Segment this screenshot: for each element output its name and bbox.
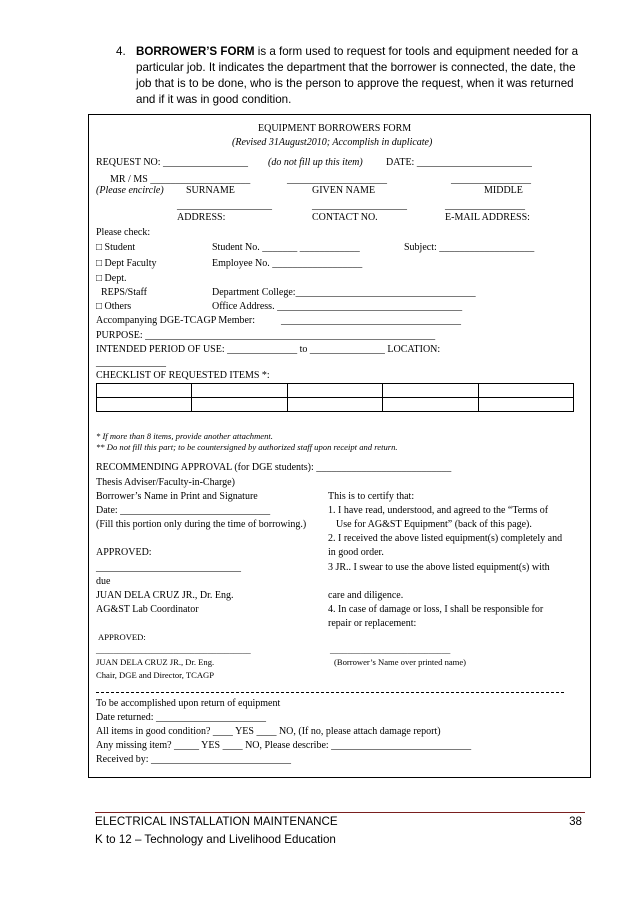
please-check-label: Please check:: [96, 227, 151, 238]
due-label: due: [96, 576, 111, 587]
footer-program: K to 12 – Technology and Livelihood Education: [95, 833, 336, 846]
table-cell[interactable]: [97, 398, 192, 412]
cert-2a: 2. I received the above listed equipment(s) completely and: [328, 533, 563, 544]
table-cell[interactable]: [383, 398, 478, 412]
thesis-adviser-label: Thesis Adviser/Faculty-in-Charge): [96, 477, 235, 488]
cert-1a: 1. I have read, understood, and agreed to the “Terms of: [328, 505, 549, 516]
signer-name: JUAN DELA CRUZ JR., Dr. Eng.: [96, 590, 234, 601]
table-cell[interactable]: [97, 384, 192, 398]
subject-field[interactable]: Subject: ___________________: [404, 242, 535, 253]
good-condition-field[interactable]: All items in good condition? ____ YES ____ NO, (If no, please attach damage report): [96, 726, 441, 737]
borrowers-name-label: Borrower’s Name in Print and Signature: [96, 491, 258, 502]
table-cell[interactable]: [478, 384, 573, 398]
email-field[interactable]: ________________: [445, 200, 525, 211]
option-dept[interactable]: □ Dept.: [96, 273, 127, 284]
table-cell[interactable]: [287, 398, 382, 412]
cert-1b: Use for AG&ST Equipment” (back of this page).: [336, 519, 532, 530]
cut-line-divider: [96, 692, 564, 693]
footer-course-title: ELECTRICAL INSTALLATION MAINTENANCE: [95, 815, 338, 828]
intro-text: is a form used to request for tools and equipment needed for a particular job. It indicates the department that the borrower is connected, the date, the job that is to be done, who is the person to approve the request, when it was returned and if it was in good condition.: [136, 45, 579, 106]
intro-title: BORROWER’S FORM: [136, 45, 255, 58]
missing-item-field[interactable]: Any missing item? _____ YES ____ NO, Please describe: ____________________________: [96, 740, 472, 751]
return-heading: To be accomplished upon return of equipment: [96, 698, 281, 709]
given-name-label: GIVEN NAME: [312, 185, 376, 196]
fill-portion-note: (Fill this portion only during the time of borrowing.): [96, 519, 307, 530]
form-subtitle: (Revised 31August2010; Accomplish in duplicate): [232, 137, 433, 148]
date-borrowed-field[interactable]: Date: ______________________________: [96, 505, 271, 516]
table-cell[interactable]: [383, 384, 478, 398]
request-no-field[interactable]: REQUEST NO: _________________: [96, 157, 249, 168]
signer2-title: Chair, DGE and Director, TCAGP: [96, 670, 215, 680]
note-more-items: * If more than 8 items, provide another attachment.: [96, 431, 273, 441]
table-row: [97, 398, 574, 412]
borrower-signature-line[interactable]: ____________________________: [330, 645, 451, 655]
cert-3b: care and diligence.: [328, 590, 404, 601]
approved-label: APPROVED:: [96, 547, 152, 558]
name-given-field[interactable]: ____________________: [287, 174, 387, 185]
accompanying-field[interactable]: ____________________________________: [281, 315, 461, 326]
option-student[interactable]: □ Student: [96, 242, 136, 253]
contact-field[interactable]: ___________________: [312, 200, 407, 211]
borrower-over-label: (Borrower’s Name over printed name): [334, 657, 467, 667]
checklist-table: [96, 383, 574, 412]
name-surname-field[interactable]: MR / MS ____________________: [110, 174, 251, 185]
signer2-name: JUAN DELA CRUZ JR., Dr. Eng.: [96, 657, 215, 667]
page-footer: [95, 812, 585, 846]
cert-4b: repair or replacement:: [328, 618, 417, 629]
table-cell[interactable]: [192, 384, 287, 398]
employee-no-field[interactable]: Employee No. __________________: [212, 258, 363, 269]
recommending-approval-field[interactable]: RECOMMENDING APPROVAL (for DGE students): ___________________________: [96, 462, 452, 473]
table-cell[interactable]: [192, 398, 287, 412]
contact-label: CONTACT NO.: [312, 212, 378, 223]
table-cell[interactable]: [478, 398, 573, 412]
cert-2b: in good order.: [328, 547, 384, 558]
address-field[interactable]: ___________________: [177, 200, 272, 211]
table-row: [97, 384, 574, 398]
request-no-note: (do not fill up this item): [268, 157, 363, 168]
page-number: 38: [569, 815, 582, 828]
middle-label: MIDDLE: [484, 185, 523, 196]
reps-staff-label: REPS/Staff: [101, 287, 147, 298]
cert-4a: 4. In case of damage or loss, I shall be responsible for: [328, 604, 544, 615]
note-do-not-fill: ** Do not fill this part; to be countersigned by authorized staff upon receipt and return.: [96, 442, 398, 452]
form-title: EQUIPMENT BORROWERS FORM: [258, 123, 412, 134]
please-encircle-label: (Please encircle): [96, 185, 164, 196]
student-no-field[interactable]: Student No. _______ ____________: [212, 242, 360, 253]
email-label: E-MAIL ADDRESS:: [445, 212, 530, 223]
table-cell[interactable]: [287, 384, 382, 398]
location-field[interactable]: ______________: [96, 357, 166, 368]
approved2-label: APPROVED:: [98, 632, 146, 642]
address-label: ADDRESS:: [177, 212, 226, 223]
certify-label: This is to certify that:: [328, 491, 415, 502]
accompanying-label: Accompanying DGE-TCAGP Member:: [96, 315, 256, 326]
name-middle-field[interactable]: ________________: [451, 174, 531, 185]
approved-signature-line[interactable]: _____________________________: [96, 562, 241, 573]
option-dept-faculty[interactable]: □ Dept Faculty: [96, 258, 157, 269]
checklist-label: CHECKLIST OF REQUESTED ITEMS *:: [96, 370, 270, 381]
intended-period-field[interactable]: INTENDED PERIOD OF USE: ______________ to _______________ LOCATION:: [96, 344, 441, 355]
received-by-field[interactable]: Received by: ____________________________: [96, 754, 291, 765]
department-field[interactable]: Department College:____________________________________: [212, 287, 476, 298]
office-address-field[interactable]: Office Address. _____________________________________: [212, 301, 463, 312]
signer-title: AG&ST Lab Coordinator: [96, 604, 199, 615]
surname-label: SURNAME: [186, 185, 235, 196]
date-returned-field[interactable]: Date returned: ______________________: [96, 712, 266, 723]
option-others[interactable]: □ Others: [96, 301, 132, 312]
cert-3a: 3 JR.. I swear to use the above listed equipment(s) with: [328, 562, 550, 573]
list-number: 4.: [116, 45, 126, 58]
approved2-signature-line[interactable]: ____________________________________: [96, 645, 251, 655]
purpose-field[interactable]: PURPOSE: __________________________________________________________: [96, 330, 436, 341]
date-field[interactable]: DATE: _______________________: [386, 157, 532, 168]
